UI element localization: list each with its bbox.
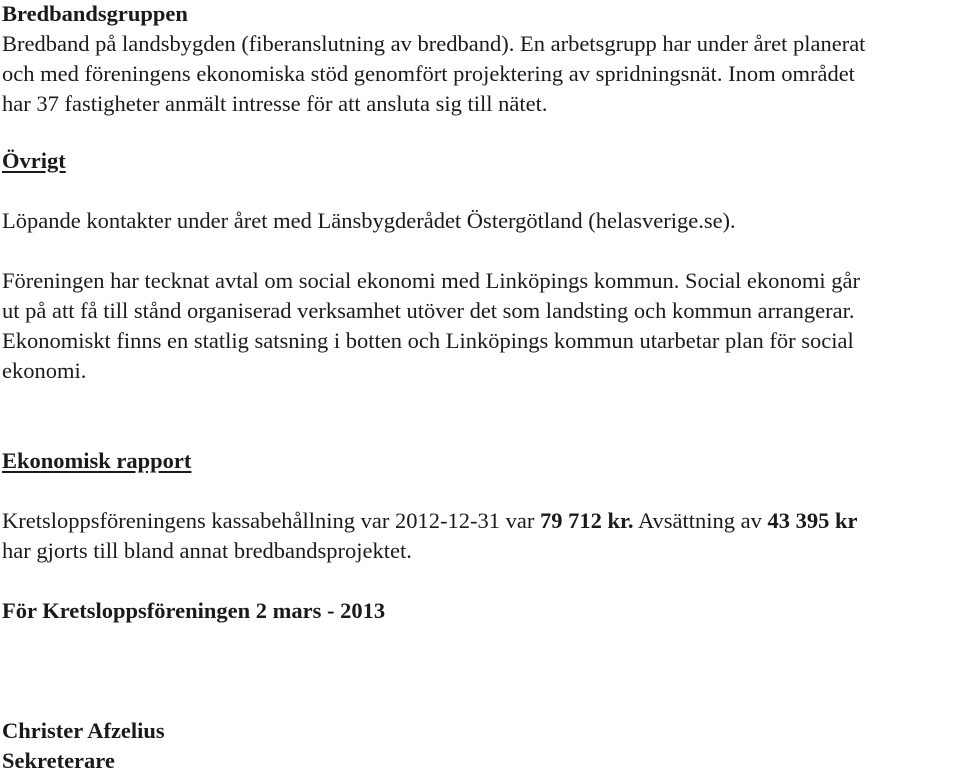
ovrigt-p2-line-3: Ekonomiskt finns en statlig satsning i botten och Linköpings kommun utarbetar plan för social xyxy=(2,328,854,353)
signature-for: För Kretsloppsföreningen 2 mars - 2013 xyxy=(2,598,386,623)
ekonomi-line-1-prefix: Kretsloppsföreningens kassabehållning var 2012-12-31 var xyxy=(2,508,540,533)
bredband-heading: Bredbandsgruppen xyxy=(2,1,188,26)
ekonomi-line-1 xyxy=(2,506,958,536)
ovrigt-paragraph-2 xyxy=(2,266,958,386)
ovrigt-paragraph-1 xyxy=(2,206,958,236)
ekonomi-heading: Ekonomisk rapport xyxy=(2,448,192,473)
section-ekonomi-heading xyxy=(2,446,958,476)
amount-avsattning: 43 395 kr xyxy=(767,508,858,533)
ovrigt-p2-line-1: Föreningen har tecknat avtal om social ekonomi med Linköpings kommun. Social ekonomi går xyxy=(2,268,860,293)
ovrigt-heading: Övrigt xyxy=(2,148,66,173)
ovrigt-p1: Löpande kontakter under året med Länsbygderådet Östergötland (helasverige.se). xyxy=(2,208,736,233)
ekonomi-line-2: har gjorts till bland annat bredbandsprojektet. xyxy=(2,538,412,563)
bredband-line-1: Bredband på landsbygden (fiberanslutning av bredband). En arbetsgrupp har under året planerat xyxy=(2,31,866,56)
amount-kassa: 79 712 kr. xyxy=(540,508,634,533)
signature-block xyxy=(2,716,958,776)
signature-name: Christer Afzelius xyxy=(2,718,165,743)
ekonomi-line-1-mid: Avsättning av xyxy=(633,508,768,533)
ovrigt-p2-line-4: ekonomi. xyxy=(2,358,87,383)
bredband-line-2: och med föreningens ekonomiska stöd genomfört projektering av spridningsnät. Inom området xyxy=(2,61,855,86)
section-bredband xyxy=(2,0,958,119)
signature-for-line xyxy=(2,596,958,626)
section-ovrigt-heading xyxy=(2,146,958,176)
ovrigt-p2-line-2: ut på att få till stånd organiserad verksamhet utöver det som landsting och kommun arrangerar. xyxy=(2,298,855,323)
ekonomi-paragraph xyxy=(2,506,958,566)
bredband-line-3: har 37 fastigheter anmält intresse för att ansluta sig till nätet. xyxy=(2,91,548,116)
signature-title: Sekreterare xyxy=(2,748,115,773)
